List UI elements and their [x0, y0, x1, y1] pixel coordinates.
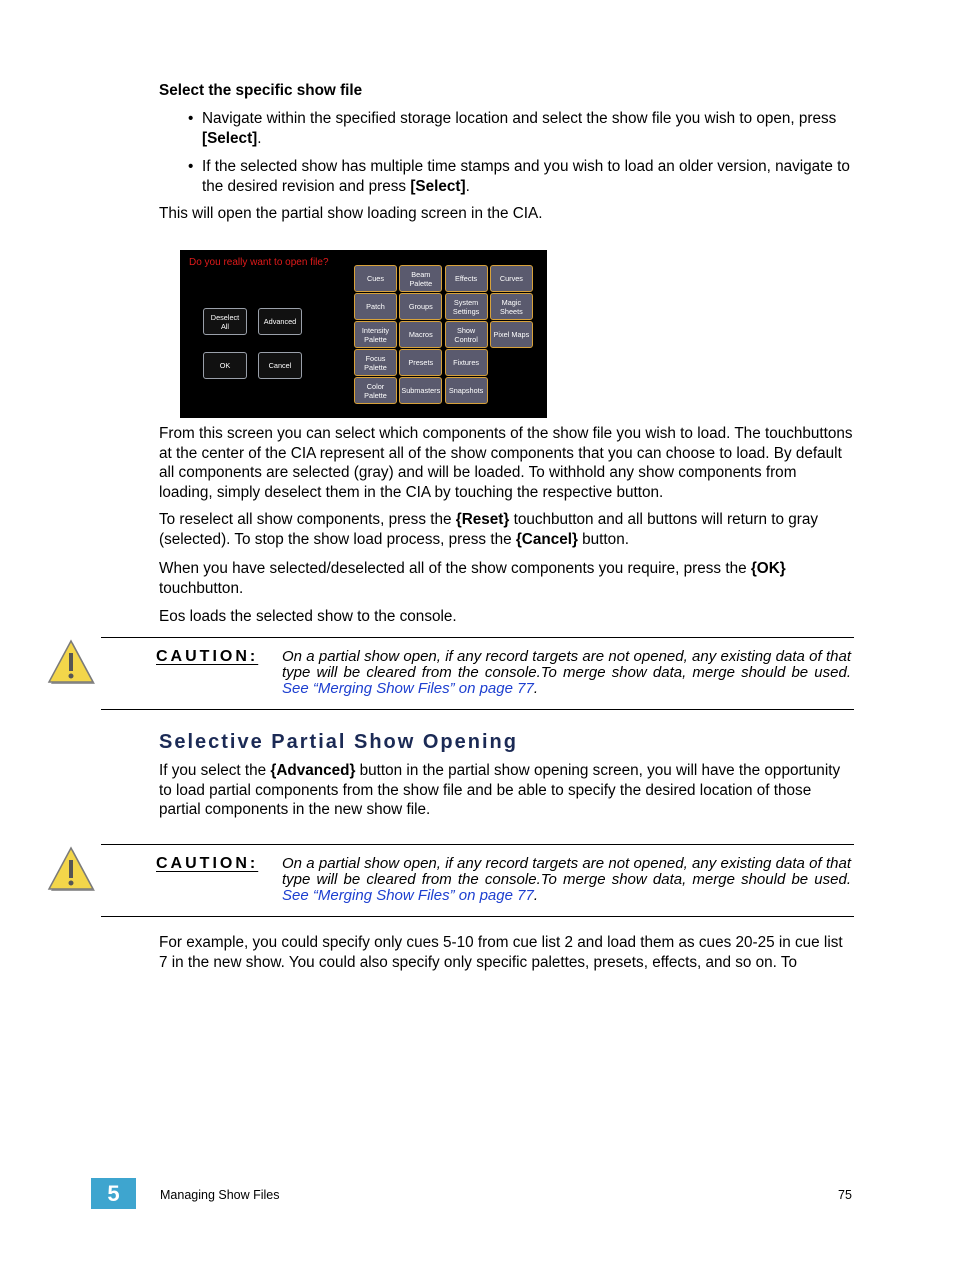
- bullet-dot: •: [188, 110, 194, 127]
- footer-chapter-title: Managing Show Files: [160, 1188, 280, 1202]
- caution-bottom-rule: [101, 916, 854, 917]
- footer-page-number: 75: [838, 1188, 852, 1202]
- paragraph: From this screen you can select which components of the show file you wish to load. The touchbuttons at the center of the CIA represent all of the show components that you can choose to load. By default all components are selected (gray) and will be loaded. To withhold any show components from loading, simply deselect them in the CIA by touching the respective button.: [159, 425, 853, 501]
- component-button[interactable]: Curves: [490, 265, 533, 292]
- component-button[interactable]: Macros: [399, 321, 442, 348]
- paragraph: For example, you could specify only cues 5-10 from cue list 2 and load them as cues 20-25 in cue list 7 in the new show. You could also specify only specific palettes, presets, effects, and so on. To: [159, 934, 843, 971]
- caution-warning-icon: [46, 639, 96, 687]
- cancel-button[interactable]: Cancel: [258, 352, 302, 379]
- caution-label: CAUTION:: [156, 855, 259, 872]
- component-button[interactable]: Cues: [354, 265, 397, 292]
- component-button[interactable]: Color Palette: [354, 377, 397, 404]
- caution-bottom-rule: [101, 709, 854, 710]
- caution-label: CAUTION:: [156, 648, 259, 665]
- chapter-number-tab: 5: [91, 1178, 136, 1209]
- component-button[interactable]: Intensity Palette: [354, 321, 397, 348]
- merging-show-files-link[interactable]: See “Merging Show Files” on page 77: [282, 887, 534, 904]
- component-button[interactable]: Patch: [354, 293, 397, 320]
- component-button[interactable]: Pixel Maps: [490, 321, 533, 348]
- caution-top-rule: [101, 637, 854, 638]
- bullet-item: • Navigate within the specified storage location and select the show file you wish to open, press [Select].: [188, 110, 837, 147]
- open-file-question: Do you really want to open file?: [189, 257, 329, 268]
- component-button[interactable]: Beam Palette: [399, 265, 442, 292]
- component-button[interactable]: System Settings: [445, 293, 488, 320]
- component-button[interactable]: Effects: [445, 265, 488, 292]
- paragraph: If you select the {Advanced} button in the partial show opening screen, you will have the opportunity to load partial components from the show file and be able to specify the desired location of those partial components in the new show file.: [159, 762, 841, 818]
- partial-show-screen-screenshot: [180, 250, 547, 418]
- component-button[interactable]: Focus Palette: [354, 349, 397, 376]
- component-button[interactable]: Fixtures: [445, 349, 488, 376]
- paragraph: When you have selected/deselected all of the show components you require, press the {OK} touchbutton.: [159, 560, 786, 597]
- component-button[interactable]: Presets: [399, 349, 442, 376]
- caution-text: On a partial show open, if any record targets are not opened, any existing data of that type will be cleared from the console.To merge show data, merge should be used. See “Merging Show Files” on page 77.: [282, 648, 851, 697]
- section-title: Selective Partial Show Opening: [159, 731, 518, 753]
- deselect-all-button[interactable]: Deselect All: [203, 308, 247, 335]
- intro-paragraph: This will open the partial show loading screen in the CIA.: [159, 205, 543, 222]
- ok-button[interactable]: OK: [203, 352, 247, 379]
- caution-warning-icon: [46, 846, 96, 894]
- bullet-item: • If the selected show has multiple time stamps and you wish to load an older version, navigate to the desired revision and press [Select].: [188, 158, 850, 195]
- caution-text: On a partial show open, if any record targets are not opened, any existing data of that type will be cleared from the console.To merge show data, merge should be used. See “Merging Show Files” on page 77.: [282, 855, 851, 904]
- step-heading: Select the specific show file: [159, 82, 363, 99]
- component-button[interactable]: Show Control: [445, 321, 488, 348]
- bullet-dot: •: [188, 158, 194, 175]
- paragraph: Eos loads the selected show to the console.: [159, 608, 457, 625]
- component-button[interactable]: Magic Sheets: [490, 293, 533, 320]
- paragraph: To reselect all show components, press the {Reset} touchbutton and all buttons will return to gray (selected). To stop the show load process, press the {Cancel} button.: [159, 511, 818, 548]
- component-button[interactable]: Groups: [399, 293, 442, 320]
- caution-top-rule: [101, 844, 854, 845]
- component-button[interactable]: Submasters: [399, 377, 442, 404]
- advanced-button[interactable]: Advanced: [258, 308, 302, 335]
- component-button[interactable]: Snapshots: [445, 377, 488, 404]
- merging-show-files-link[interactable]: See “Merging Show Files” on page 77: [282, 680, 534, 697]
